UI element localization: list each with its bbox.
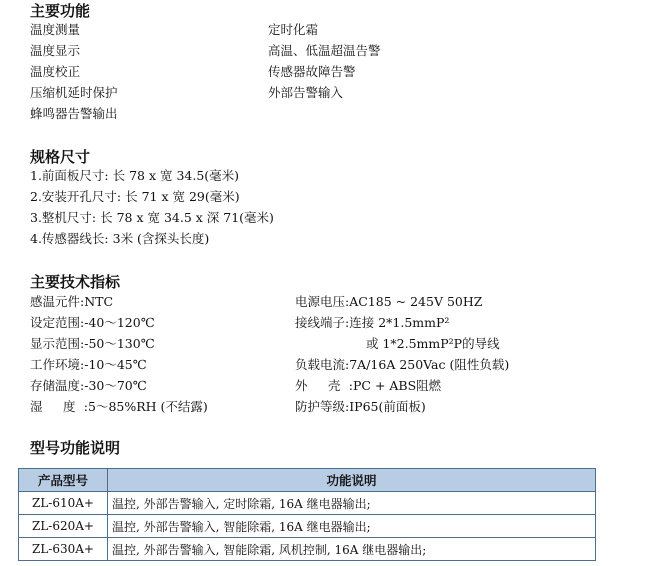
cell-model: ZL-620A+ [19,515,108,538]
spec-value: 7A/16A 250Vac (阻性负载) [349,357,510,372]
dimension-item: 2.安装开孔尺寸: 长 71 x 宽 29(毫米) [30,189,240,204]
cell-model: ZL-610A+ [19,492,108,515]
spec-row [30,315,155,331]
spec-row [295,294,482,310]
column-header-function: 功能说明 [108,469,596,492]
function-item: 温度显示 [30,43,81,58]
spec-row [295,378,441,394]
spec-value: NTC [84,294,114,309]
section-title-tech-specs: 主要技术指标 [30,273,121,291]
spec-label: 防护等级: [295,399,350,414]
spec-value: 或 1*2.5mmP²P的导线 [366,336,500,351]
spec-label: 电源电压: [295,294,350,309]
spec-value: AC185 ~ 245V 50HZ [349,294,483,309]
cell-function: 温控, 外部告警输入, 智能除霜, 风机控制, 16A 继电器输出; [108,538,596,561]
section-title-main-functions: 主要功能 [30,2,91,20]
spec-row [295,399,426,415]
spec-label: 外 壳: [295,378,353,393]
spec-label: 接线端子: [295,315,350,330]
function-item: 蜂鸣器告警输出 [30,106,118,121]
spec-value: -50～130℃ [84,336,155,351]
table-header-row [19,469,596,492]
function-item: 定时化霜 [268,22,319,37]
function-item: 传感器故障告警 [268,64,356,79]
spec-value: 连接 2*1.5mmP² [349,315,450,330]
cell-function: 温控, 外部告警输入, 智能除霜, 16A 继电器输出; [108,515,596,538]
function-item: 温度测量 [30,22,81,37]
spec-row [30,378,147,394]
table-row [19,515,596,538]
function-item: 温度校正 [30,64,81,79]
dimension-item: 1.前面板尺寸: 长 78 x 宽 34.5(毫米) [30,168,240,183]
dimension-item: 3.整机尺寸: 长 78 x 宽 34.5 x 深 71(毫米) [30,210,274,225]
spec-label: 显示范围: [30,336,85,351]
spec-value: IP65(前面板) [349,399,426,414]
spec-label: 负载电流: [295,357,350,372]
spec-value: PC + ABS阻燃 [353,378,442,393]
spec-value: -30～70℃ [84,378,147,393]
spec-row [366,336,500,352]
section-title-dimensions: 规格尺寸 [30,148,91,166]
cell-model: ZL-630A+ [19,538,108,561]
spec-row [30,294,113,310]
spec-value: 5～85%RH (不结露) [88,399,208,414]
spec-label: 存储温度: [30,378,85,393]
spec-row [295,315,449,331]
spec-label: 感温元件: [30,294,85,309]
function-item: 外部告警输入 [268,85,344,100]
model-table [18,468,596,561]
cell-function: 温控, 外部告警输入, 定时除霜, 16A 继电器输出; [108,492,596,515]
table-row [19,492,596,515]
spec-row [30,399,208,415]
spec-label: 设定范围: [30,315,85,330]
section-title-model-functions: 型号功能说明 [30,439,121,457]
spec-label: 工作环境: [30,357,85,372]
spec-row [30,357,147,373]
dimension-item: 4.传感器线长: 3米 (含探头长度) [30,231,210,246]
table-row [19,538,596,561]
function-item: 高温、低温超温告警 [268,43,381,58]
spec-row [30,336,155,352]
spec-label: 湿 度: [30,399,88,414]
function-item: 压缩机延时保护 [30,85,118,100]
spec-row [295,357,509,373]
spec-value: -10～45℃ [84,357,147,372]
column-header-model: 产品型号 [19,469,108,492]
spec-value: -40～120℃ [84,315,155,330]
